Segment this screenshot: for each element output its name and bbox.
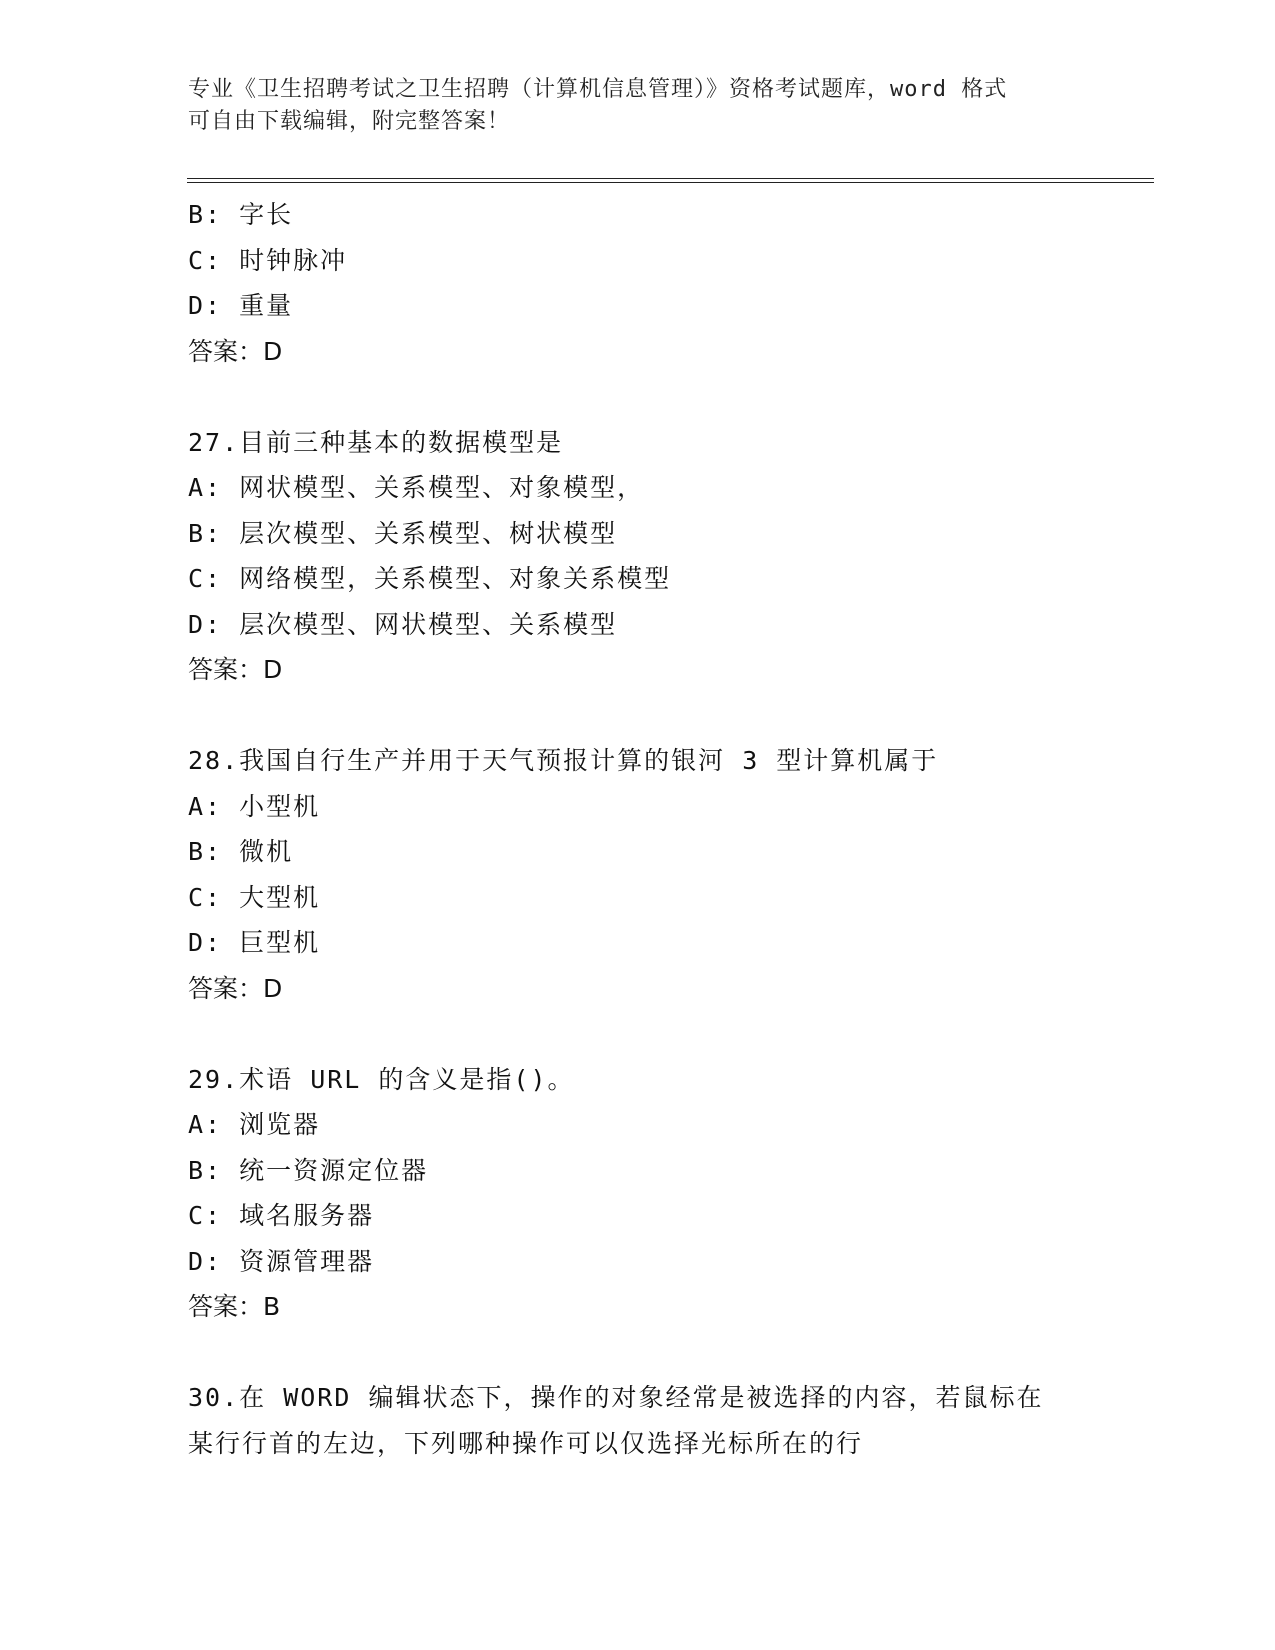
header-title-line-1: 专业《卫生招聘考试之卫生招聘（计算机信息管理）》资格考试题库，word 格式 [188, 77, 1008, 102]
option-b: B: 字长 [188, 200, 294, 229]
option-d: D: 重量 [188, 291, 294, 320]
option-c: C: 网络模型，关系模型、对象关系模型 [188, 564, 672, 593]
option-b: B: 统一资源定位器 [188, 1155, 429, 1185]
option-c: C: 域名服务器 [188, 1201, 375, 1230]
header-rule-top [187, 178, 1154, 179]
spacer [188, 1011, 1088, 1057]
spacer [188, 374, 1088, 420]
question-text-line-2: 某行行首的左边，下列哪种操作可以仅选择光标所在的行 [188, 1428, 864, 1458]
question-29 [188, 1057, 1088, 1330]
option-b: B: 微机 [188, 837, 294, 866]
option-b: B: 层次模型、关系模型、树状模型 [188, 518, 618, 548]
answer: 答案：D [188, 336, 283, 366]
question-text: 28.我国自行生产并用于天气预报计算的银河 3 型计算机属于 [188, 746, 939, 775]
question-text: 27.目前三种基本的数据模型是 [188, 427, 564, 457]
question-28 [188, 738, 1088, 1011]
header-rule-bottom [187, 182, 1154, 183]
option-d: D: 层次模型、网状模型、关系模型 [188, 609, 618, 639]
spacer [188, 693, 1088, 739]
option-a: A: 小型机 [188, 791, 321, 821]
spacer [188, 1330, 1088, 1376]
answer: 答案：D [188, 655, 283, 684]
question-27 [188, 420, 1088, 693]
answer: 答案：B [188, 1292, 281, 1321]
header-title-line-2: 可自由下载编辑，附完整答案！ [188, 109, 511, 134]
option-c: C: 时钟脉冲 [188, 245, 348, 275]
answer: 答案：D [188, 973, 283, 1003]
option-d: D: 资源管理器 [188, 1246, 375, 1276]
page-header [188, 74, 1088, 138]
document-body [188, 192, 1088, 1466]
question-text-line-1: 30.在 WORD 编辑状态下，操作的对象经常是被选择的内容，若鼠标在 [188, 1383, 1044, 1412]
question-text: 29.术语 URL 的含义是指()。 [188, 1064, 575, 1094]
option-d: D: 巨型机 [188, 928, 321, 957]
option-c: C: 大型机 [188, 882, 321, 912]
option-a: A: 浏览器 [188, 1110, 321, 1139]
option-a: A: 网状模型、关系模型、对象模型， [188, 473, 645, 502]
question-30 [188, 1375, 1088, 1466]
question-26-fragment [188, 192, 1088, 374]
